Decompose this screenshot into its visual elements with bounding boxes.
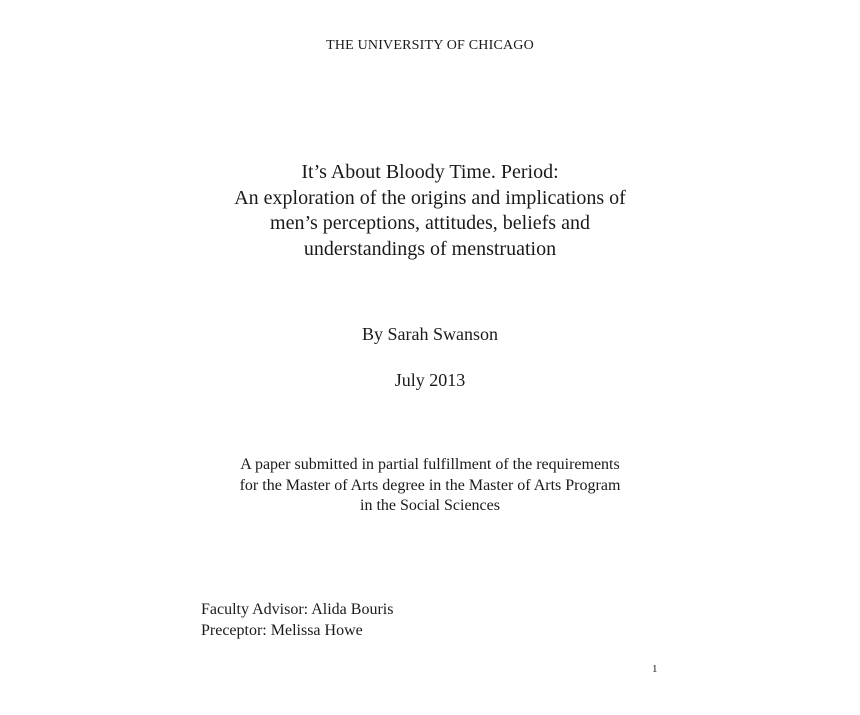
submission-line: for the Master of Arts degree in the Master of Arts Program [239,476,621,494]
faculty-advisor: Faculty Advisor: Alida Bouris [201,601,394,618]
date-line: July 2013 [394,370,466,390]
submission-statement [0,455,860,517]
institution-name: THE UNIVERSITY OF CHICAGO [326,38,534,53]
author-line: By Sarah Swanson [362,324,498,344]
title-line: It’s About Bloody Time. Period: [301,161,559,183]
title-line: An exploration of the origins and implications of [234,186,626,209]
title-line: men’s perceptions, attitudes, beliefs and [270,212,590,234]
thesis-title [0,160,860,262]
page-number: 1 [652,663,658,675]
preceptor: Preceptor: Melissa Howe [201,622,363,639]
title-line: understandings of menstruation [303,237,557,260]
submission-line: A paper submitted in partial fulfillment of the requirements [240,456,620,473]
advisors-block [201,599,393,641]
submission-line: in the Social Sciences [360,497,500,514]
